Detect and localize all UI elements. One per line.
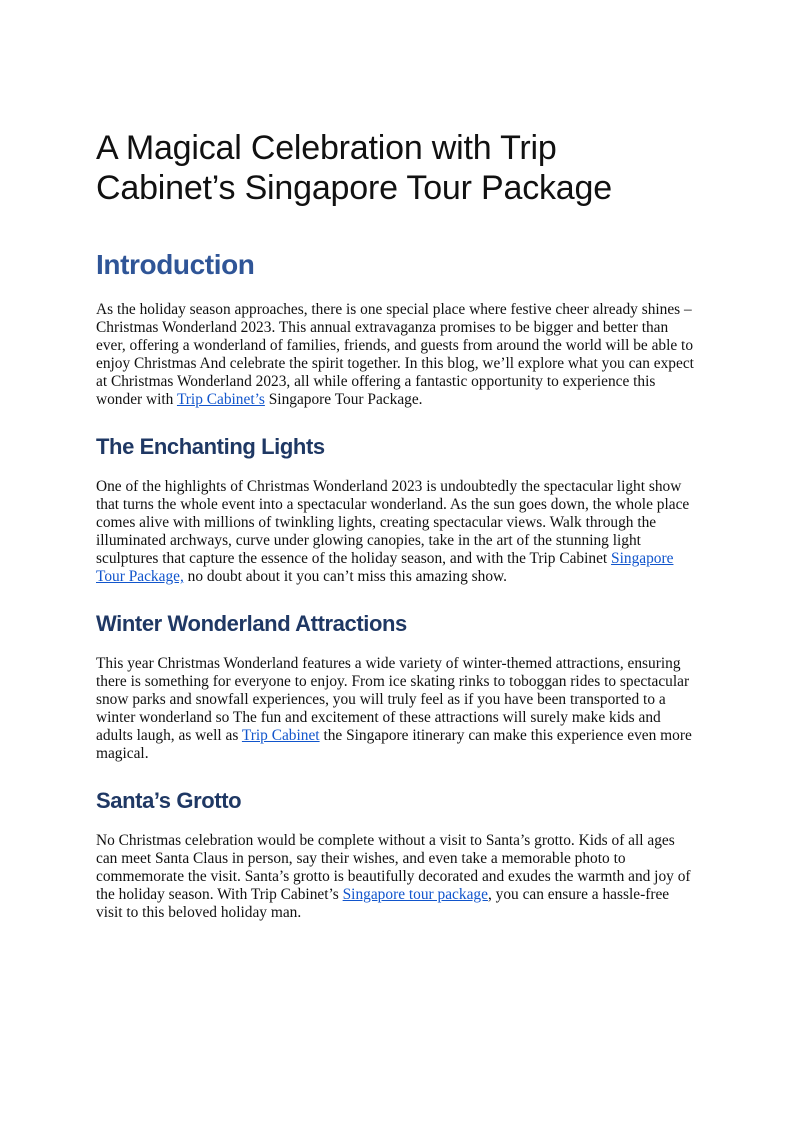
section-paragraph-enchanting-lights [96, 478, 698, 586]
document-title: A Magical Celebration with Trip Cabinet’s Singapore Tour Package [96, 129, 612, 207]
singapore-tour-package-link[interactable]: Singapore tour package [342, 886, 488, 903]
section-heading-enchanting-lights: The Enchanting Lights [96, 434, 325, 459]
paragraph-text: One of the highlights of Christmas Wonderland 2023 is undoubtedly the spectacular light show that turns the whole event into a spectacular wonderland. As the sun goes down, the whole place comes alive with millions of twinkling lights, creating spectacular views. Walk through the illuminated archways, curve under glowing canopies, take in the art of the stunning light sculptures that capture the essence of the holiday season, and with the Trip Cabinet [96, 478, 690, 567]
singapore-tour-package-link[interactable]: Singapore Tour Package, [96, 550, 674, 585]
section-paragraph-winter-wonderland [96, 655, 698, 763]
section-paragraph-santas-grotto [96, 832, 698, 922]
paragraph-text: Singapore Tour Package. [264, 391, 423, 408]
section-heading-santas-grotto: Santa’s Grotto [96, 788, 242, 813]
paragraph-text: This year Christmas Wonderland features a wide variety of winter-themed attractions, ensuring there is something for everyone to enjoy. From ice skating rinks to toboggan rides to spectacular snow parks and snowfall experiences, you will truly feel as if you have been transported to a winter wonderland so The fun and excitement of these attractions will surely make kids and adults laugh, as well as [96, 655, 690, 744]
section-paragraph-introduction [96, 301, 698, 409]
section-heading-winter-wonderland: Winter Wonderland Attractions [96, 611, 407, 636]
paragraph-text: No Christmas celebration would be complete without a visit to Santa’s grotto. Kids of all ages can meet Santa Claus in person, say their wishes, and even take a memorable photo to commemorate the visit. Santa’s grotto is beautifully decorated and exudes the warmth and joy of the holiday season. With Trip Cabinet’s [96, 832, 691, 903]
paragraph-text: no doubt about it you can’t miss this amazing show. [183, 568, 507, 585]
trip-cabinets-link[interactable]: Trip Cabinet’s [176, 391, 265, 408]
section-heading-introduction: Introduction [96, 249, 255, 280]
document-page [96, 128, 698, 922]
paragraph-text: As the holiday season approaches, there is one special place where festive cheer already shines – Christmas Wonderland 2023. This annual extravaganza promises to be bigger and better than ever, offering a wonderland of families, friends, and guests from around the world will be able to enjoy Christmas And celebrate the spirit together. In this blog, we’ll explore what you can expect at Christmas Wonderland 2023, all while offering a fantastic opportunity to experience this wonder with [96, 301, 694, 408]
trip-cabinet-link[interactable]: Trip Cabinet [241, 727, 320, 744]
paragraph-text: , you can ensure a hassle-free visit to this beloved holiday man. [96, 886, 670, 921]
paragraph-text: the Singapore itinerary can make this experience even more magical. [96, 727, 692, 762]
